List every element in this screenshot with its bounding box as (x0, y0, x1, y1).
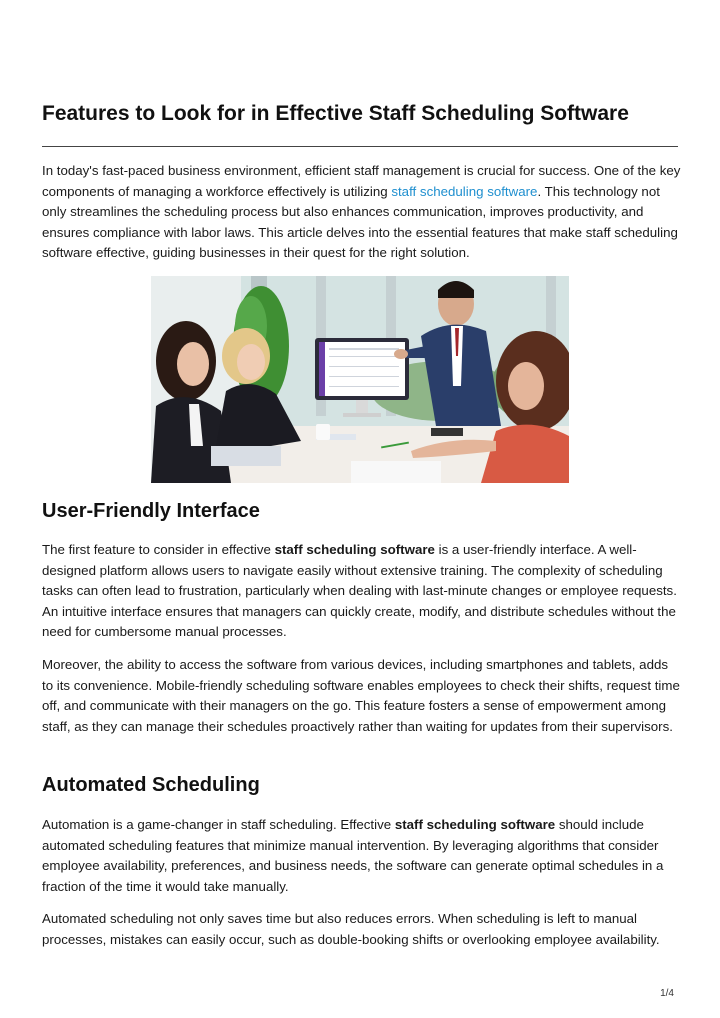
section-heading-automated: Automated Scheduling (42, 774, 260, 796)
office-meeting-photo (151, 276, 569, 483)
automated-paragraph-1 (42, 815, 682, 897)
intro-paragraph (42, 161, 682, 264)
intro-text-end: . This technology not only streamlines the scheduling process but also enhances communication, improves productivity, and ensures compliance with labor laws. This article delves into the essential features that make staff scheduling software effective, guiding businesses in their quest for the right solution. (42, 183, 678, 261)
bold-keyword: staff scheduling software (394, 817, 556, 832)
title-divider (42, 146, 678, 147)
section-heading-user-friendly: User-Friendly Interface (42, 500, 260, 522)
page-number: 1/4 (660, 988, 674, 999)
text: should include automated scheduling features that minimize manual intervention. By leveraging algorithms that consider employee availability, preferences, and business needs, the software can generate optimal schedules in a fraction of the time it would take manually. (42, 817, 664, 894)
staff-scheduling-link[interactable]: staff scheduling software (391, 183, 538, 199)
bold-keyword: staff scheduling software (274, 542, 435, 557)
text: The first feature to consider in effective (42, 542, 275, 557)
user-friendly-paragraph-1 (42, 540, 682, 643)
text: is a user-friendly interface. A well-designed platform allows users to navigate easily without extensive training. The complexity of scheduling tasks can often lead to frustration, particularly when dealing with last-minute changes or employee requests. An intuitive interface ensures that managers can quickly create, modify, and distribute schedules without the need for cumbersome manual processes. (42, 542, 677, 640)
intro-text-start: In today's fast-paced business environment, efficient staff management is crucial for success. One of the key components of managing a workforce effectively is utilizing (42, 163, 681, 199)
document-title: Features to Look for in Effective Staff Scheduling Software (42, 102, 629, 125)
user-friendly-paragraph-2: Moreover, the ability to access the software from various devices, including smartphones and tablets, adds to its convenience. Mobile-friendly scheduling software enables employees to check their shifts, request time off, and communicate with their managers on the go. This feature fosters a sense of empowerment among staff, as they can manage their schedules proactively rather than waiting for updates from their supervisors. (42, 657, 680, 734)
text: Automation is a game-changer in staff scheduling. Effective (42, 817, 395, 832)
automated-paragraph-2: Automated scheduling not only saves time but also reduces errors. When scheduling is left to manual processes, mistakes can easily occur, such as double-booking shifts or overlooking employee availability. (42, 911, 660, 947)
